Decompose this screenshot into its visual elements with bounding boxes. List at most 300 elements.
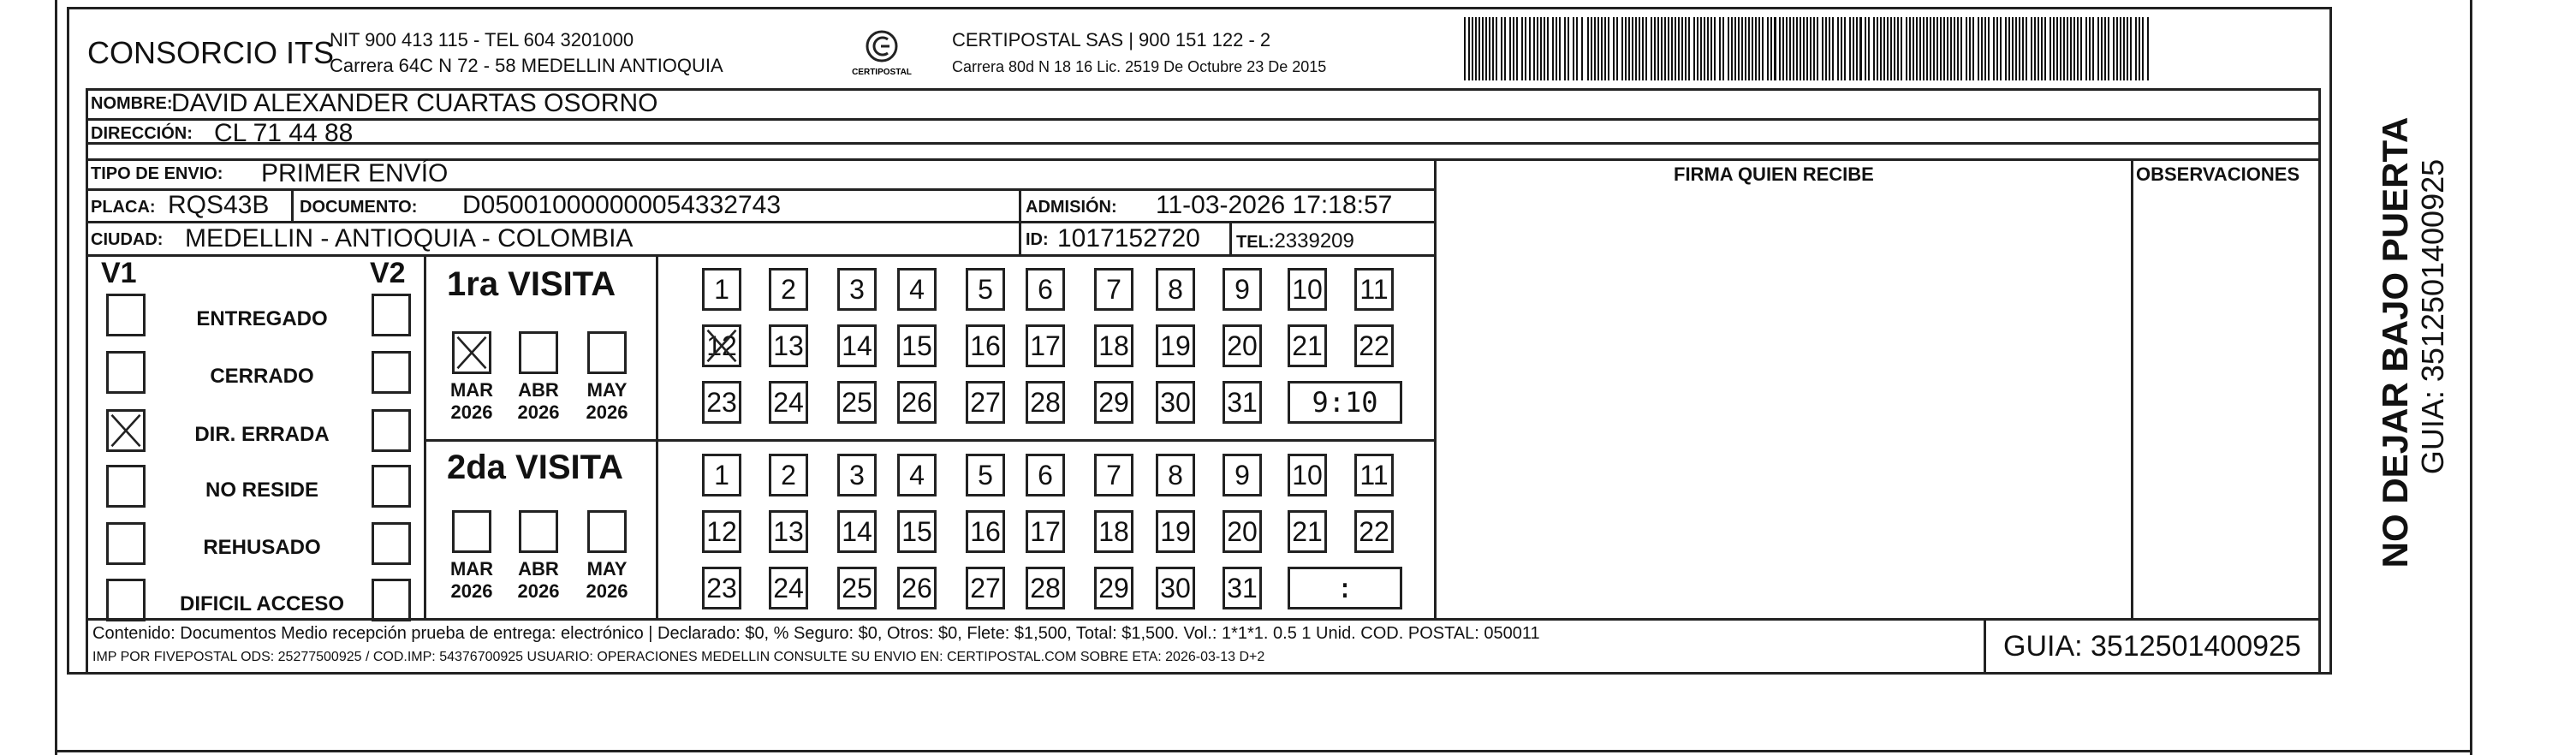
day-box[interactable]: 7 <box>1094 454 1133 496</box>
v1-checkbox[interactable] <box>106 351 146 394</box>
day-box[interactable]: 29 <box>1094 381 1133 424</box>
day-box[interactable]: 10 <box>1288 268 1327 311</box>
barcode-bar <box>1547 17 1549 80</box>
day-box[interactable]: 1 <box>702 268 741 311</box>
day-box[interactable]: 22 <box>1354 324 1394 367</box>
month-checkbox[interactable] <box>519 510 558 553</box>
barcode-bar <box>1822 17 1823 80</box>
barcode-bar <box>1923 17 1925 80</box>
barcode-bar <box>1601 17 1603 80</box>
barcode-bar <box>1710 17 1712 80</box>
month-label: ABR 2026 <box>517 558 560 602</box>
barcode-bar <box>1859 17 1862 80</box>
barcode-bar <box>1837 17 1839 80</box>
courier-name: CERTIPOSTAL SAS | 900 151 122 - 2 <box>952 29 1271 51</box>
day-box[interactable]: 16 <box>966 510 1005 553</box>
barcode-bar <box>2005 17 2007 80</box>
barcode-bar <box>1865 17 1866 80</box>
barcode-bar <box>1844 17 1846 80</box>
barcode-bar <box>1581 17 1583 80</box>
guia-box: GUIA: 3512501400925 <box>2003 630 2301 663</box>
barcode-bar <box>2073 17 2075 80</box>
day-box[interactable]: 5 <box>966 268 1005 311</box>
day-box[interactable]: 14 <box>837 510 877 553</box>
barcode-bar <box>1883 17 1885 80</box>
barcode-bar <box>1966 17 1967 80</box>
barcode-bar <box>1591 17 1592 80</box>
barcode-bar <box>1984 17 1986 80</box>
barcode-bar <box>1960 17 1962 80</box>
day-box[interactable]: 23 <box>702 567 741 609</box>
barcode-bar <box>1817 17 1818 80</box>
id-label: ID: <box>1026 230 1049 249</box>
month-checkbox[interactable] <box>452 331 491 374</box>
certipostal-logo <box>852 27 912 80</box>
firma-label: FIRMA QUIEN RECIBE <box>1674 163 1874 185</box>
barcode-bar <box>2000 17 2002 80</box>
day-box[interactable]: 18 <box>1094 510 1133 553</box>
barcode-bar <box>1501 17 1502 80</box>
day-box[interactable]: 12 <box>702 324 741 367</box>
v1-label: V1 <box>101 257 137 289</box>
day-box[interactable]: 31 <box>1223 381 1262 424</box>
barcode-bar <box>1993 17 1995 80</box>
barcode-bar <box>1916 17 1918 80</box>
barcode-bar <box>1657 17 1659 80</box>
day-box[interactable]: 14 <box>837 324 877 367</box>
first-visit-label: 1ra VISITA <box>447 265 616 303</box>
page-left-edge <box>55 0 57 755</box>
barcode-bar <box>1734 17 1736 80</box>
barcode-bar <box>1568 17 1569 80</box>
day-box[interactable]: 2 <box>769 268 808 311</box>
barcode-bar <box>1504 17 1506 80</box>
v2-checkbox[interactable] <box>372 522 411 565</box>
barcode-bar <box>1745 17 1746 80</box>
v1-checkbox[interactable] <box>106 294 146 336</box>
barcode-bar <box>1552 17 1554 80</box>
v1-checkbox[interactable] <box>106 409 146 452</box>
barcode-bar <box>2108 17 2109 80</box>
barcode-bar <box>1533 17 1535 80</box>
page-bottom-edge <box>55 750 2470 752</box>
company-nit: NIT 900 413 115 - TEL 604 3201000 <box>330 29 634 51</box>
day-box[interactable]: 26 <box>897 381 937 424</box>
v2-checkbox[interactable] <box>372 351 411 394</box>
month-checkbox[interactable] <box>452 510 491 553</box>
barcode-bar <box>2130 17 2132 80</box>
status-option-label: DIFICIL ACCESO <box>179 592 344 615</box>
barcode-bar <box>2077 17 2079 80</box>
barcode-bar <box>2008 17 2010 80</box>
barcode-bar <box>1639 17 1640 80</box>
day-box[interactable]: 6 <box>1026 454 1065 496</box>
barcode-bar <box>1832 17 1834 80</box>
day-box[interactable]: 3 <box>837 454 877 496</box>
barcode-bar <box>1853 17 1854 80</box>
barcode-bar <box>1779 17 1781 80</box>
barcode-bar <box>1597 17 1599 80</box>
check-mark-icon <box>705 327 739 365</box>
barcode-bar <box>1516 17 1518 80</box>
barcode-bar <box>1521 17 1523 80</box>
barcode-bar <box>2142 17 2144 80</box>
rule <box>424 254 426 618</box>
barcode-bar <box>2067 17 2068 80</box>
rule <box>86 142 2318 145</box>
rule <box>1434 158 1437 618</box>
barcode-bar <box>1628 17 1630 80</box>
barcode-bar <box>1789 17 1791 80</box>
barcode-bar <box>2022 17 2024 80</box>
barcode-bar <box>1873 17 1875 80</box>
barcode-bar <box>2070 17 2072 80</box>
barcode-bar <box>1810 17 1812 80</box>
barcode-bar <box>2080 17 2082 80</box>
tipo-envio-value: PRIMER ENVÍO <box>261 159 449 187</box>
barcode-bar <box>1930 17 1931 80</box>
rule <box>86 88 88 672</box>
ciudad-label: CIUDAD: <box>91 230 164 249</box>
day-box[interactable]: 30 <box>1156 567 1195 609</box>
day-box[interactable]: 18 <box>1094 324 1133 367</box>
barcode-bar <box>1472 17 1473 80</box>
time-box[interactable]: : <box>1288 567 1402 609</box>
barcode-bar <box>1478 17 1480 80</box>
month-label: MAR 2026 <box>449 379 494 423</box>
barcode-bar <box>1940 17 1942 80</box>
barcode-bar <box>2147 17 2149 80</box>
barcode-bar <box>1936 17 1938 80</box>
barcode-bar <box>2113 17 2115 80</box>
barcode-bar <box>1767 17 1769 80</box>
barcode-bar <box>1635 17 1637 80</box>
barcode-bar <box>1685 17 1687 80</box>
barcode-bar <box>1996 17 1998 80</box>
barcode-bar <box>1849 17 1851 80</box>
barcode-bar <box>1933 17 1935 80</box>
status-option-label: NO RESIDE <box>205 479 319 502</box>
barcode-bar <box>1803 17 1805 80</box>
barcode-bar <box>1697 17 1698 80</box>
barcode-bar <box>1489 17 1490 80</box>
day-box[interactable]: 13 <box>769 510 808 553</box>
barcode-bar <box>1587 17 1589 80</box>
day-box[interactable]: 19 <box>1156 510 1195 553</box>
barcode-bar <box>1793 17 1794 80</box>
barcode-bar <box>1616 17 1618 80</box>
day-box[interactable]: 25 <box>837 567 877 609</box>
barcode-bar <box>1728 17 1729 80</box>
barcode-bar <box>2034 17 2036 80</box>
day-box[interactable]: 27 <box>966 567 1005 609</box>
day-box[interactable]: 28 <box>1026 381 1065 424</box>
barcode-bar <box>2041 17 2043 80</box>
v1-checkbox[interactable] <box>106 579 146 621</box>
v2-checkbox[interactable] <box>372 465 411 508</box>
day-box[interactable]: 23 <box>702 381 741 424</box>
barcode-bar <box>1926 17 1928 80</box>
barcode-bar <box>1957 17 1959 80</box>
v2-checkbox[interactable] <box>372 294 411 336</box>
barcode-bar <box>1594 17 1596 80</box>
day-box[interactable]: 8 <box>1156 268 1195 311</box>
barcode-bar <box>1496 17 1497 80</box>
id-value: 1017152720 <box>1057 224 1200 253</box>
barcode-bar <box>1762 17 1764 80</box>
day-box[interactable]: 29 <box>1094 567 1133 609</box>
barcode-bar <box>1642 17 1644 80</box>
barcode-bar <box>1707 17 1709 80</box>
day-box[interactable]: 25 <box>837 381 877 424</box>
day-box[interactable]: 9 <box>1223 268 1262 311</box>
day-box[interactable]: 28 <box>1026 567 1065 609</box>
day-box[interactable]: 22 <box>1354 510 1394 553</box>
barcode-bar <box>2063 17 2065 80</box>
barcode-bar <box>1841 17 1842 80</box>
v2-checkbox[interactable] <box>372 579 411 621</box>
day-box[interactable]: 9 <box>1223 454 1262 496</box>
barcode-bar <box>1906 17 1907 80</box>
company-address: Carrera 64C N 72 - 58 MEDELLIN ANTIOQUIA <box>330 55 723 76</box>
barcode-bar <box>1678 17 1680 80</box>
rule <box>86 118 2318 121</box>
ciudad-value: MEDELLIN - ANTIOQUIA - COLOMBIA <box>185 224 634 253</box>
barcode-bar <box>1752 17 1753 80</box>
day-box[interactable]: 1 <box>702 454 741 496</box>
barcode-bar <box>1573 17 1574 80</box>
barcode-bar <box>1608 17 1609 80</box>
day-box[interactable]: 12 <box>702 510 741 553</box>
barcode-bar <box>1544 17 1545 80</box>
barcode-bar <box>1806 17 1808 80</box>
day-box[interactable]: 24 <box>769 567 808 609</box>
barcode-bar <box>1468 17 1470 80</box>
barcode-bar <box>2089 17 2091 80</box>
nombre-label: NOMBRE: <box>91 94 173 113</box>
barcode-bar <box>1731 17 1733 80</box>
barcode-bar <box>1877 17 1878 80</box>
barcode-bar <box>1786 17 1788 80</box>
logo-text: CERTIPOSTAL <box>852 68 912 77</box>
barcode-bar <box>1492 17 1494 80</box>
barcode-bar <box>1770 17 1772 80</box>
barcode-bar <box>2123 17 2125 80</box>
barcode <box>1464 17 2157 80</box>
barcode-bar <box>1969 17 1971 80</box>
barcode-bar <box>1919 17 1921 80</box>
barcode-bar <box>1576 17 1578 80</box>
barcode-bar <box>1464 17 1466 80</box>
observaciones-label: OBSERVACIONES <box>2136 163 2300 185</box>
barcode-bar <box>1897 17 1899 80</box>
rule <box>1229 221 1232 254</box>
barcode-bar <box>1475 17 1477 80</box>
barcode-bar <box>1704 17 1705 80</box>
company-name: CONSORCIO ITS <box>87 35 335 70</box>
day-box[interactable]: 17 <box>1026 510 1065 553</box>
barcode-bar <box>1741 17 1743 80</box>
day-box[interactable]: 10 <box>1288 454 1327 496</box>
barcode-bar <box>2044 17 2046 80</box>
v1-checkbox[interactable] <box>106 465 146 508</box>
rule <box>2318 88 2321 672</box>
day-box[interactable]: 20 <box>1223 324 1262 367</box>
barcode-bar <box>1880 17 1882 80</box>
day-box[interactable]: 11 <box>1354 268 1394 311</box>
barcode-bar <box>1719 17 1721 80</box>
day-box[interactable]: 7 <box>1094 268 1133 311</box>
barcode-bar <box>1621 17 1623 80</box>
barcode-bar <box>2085 17 2087 80</box>
barcode-bar <box>1825 17 1827 80</box>
barcode-bar <box>2060 17 2061 80</box>
barcode-bar <box>1755 17 1757 80</box>
rule <box>2131 158 2133 618</box>
day-box[interactable]: 2 <box>769 454 808 496</box>
barcode-bar <box>1661 17 1663 80</box>
barcode-bar <box>1909 17 1911 80</box>
day-box[interactable]: 31 <box>1223 567 1262 609</box>
barcode-bar <box>1675 17 1676 80</box>
barcode-bar <box>2097 17 2099 80</box>
check-mark-icon <box>109 412 143 449</box>
barcode-bar <box>2120 17 2121 80</box>
day-box[interactable]: 4 <box>897 454 937 496</box>
barcode-bar <box>1758 17 1760 80</box>
day-box[interactable]: 16 <box>966 324 1005 367</box>
barcode-bar <box>1485 17 1487 80</box>
day-box[interactable]: 27 <box>966 381 1005 424</box>
rule <box>291 188 294 221</box>
day-box[interactable]: 26 <box>897 567 937 609</box>
day-box[interactable]: 11 <box>1354 454 1394 496</box>
barcode-bar <box>1668 17 1669 80</box>
barcode-bar <box>1800 17 1801 80</box>
rule <box>1434 158 2318 161</box>
v2-checkbox[interactable] <box>372 409 411 452</box>
footer-content: Contenido: Documentos Medio recepción prueba de entrega: electrónico | Declarado: $0, % Seguro: $0, Otros: $0, Flete: $1,500, Total: $1,500. Vol.: 1*1*1. 0.5 1 Unid. COD. POSTAL: 050011 <box>92 624 1540 643</box>
tel-label: TEL:2339209 <box>1236 229 1354 253</box>
barcode-bar <box>2127 17 2128 80</box>
day-box[interactable]: 15 <box>897 510 937 553</box>
rule <box>86 254 1434 257</box>
month-checkbox[interactable] <box>587 331 627 374</box>
direccion-value: CL 71 44 88 <box>214 119 354 147</box>
barcode-bar <box>1537 17 1538 80</box>
day-box[interactable]: 6 <box>1026 268 1065 311</box>
barcode-bar <box>2101 17 2103 80</box>
barcode-bar <box>1700 17 1702 80</box>
day-box[interactable]: 19 <box>1156 324 1195 367</box>
day-box[interactable]: 5 <box>966 454 1005 496</box>
barcode-bar <box>2139 17 2140 80</box>
month-checkbox[interactable] <box>587 510 627 553</box>
nombre-value: DAVID ALEXANDER CUARTAS OSORNO <box>171 89 658 117</box>
barcode-bar <box>1651 17 1652 80</box>
admision-label: ADMISIÓN: <box>1026 198 1117 217</box>
barcode-bar <box>2092 17 2094 80</box>
barcode-bar <box>2056 17 2058 80</box>
admision-value: 11-03-2026 17:18:57 <box>1156 191 1393 219</box>
barcode-bar <box>2019 17 2020 80</box>
month-label: MAR 2026 <box>449 558 494 602</box>
barcode-bar <box>2015 17 2017 80</box>
barcode-bar <box>1887 17 1889 80</box>
barcode-bar <box>1559 17 1561 80</box>
barcode-bar <box>2053 17 2055 80</box>
day-box[interactable]: 4 <box>897 268 937 311</box>
side-guia: GUIA: 3512501400925 <box>2415 158 2450 475</box>
barcode-bar <box>1681 17 1683 80</box>
barcode-bar <box>1856 17 1858 80</box>
page-right-edge <box>2470 0 2472 755</box>
day-box[interactable]: 3 <box>837 268 877 311</box>
documento-value: D050010000000054332743 <box>462 191 782 219</box>
barcode-bar <box>1664 17 1666 80</box>
courier-license: Carrera 80d N 18 16 Lic. 2519 De Octubre 23 De 2015 <box>952 58 1327 75</box>
day-box[interactable]: 20 <box>1223 510 1262 553</box>
barcode-bar <box>1632 17 1633 80</box>
barcode-bar <box>1947 17 1948 80</box>
placa-value: RQS43B <box>168 191 270 219</box>
barcode-bar <box>1604 17 1606 80</box>
day-box[interactable]: 17 <box>1026 324 1065 367</box>
v1-checkbox[interactable] <box>106 522 146 565</box>
barcode-bar <box>1509 17 1511 80</box>
rule <box>86 672 2318 675</box>
barcode-bar <box>2104 17 2106 80</box>
barcode-bar <box>1693 17 1695 80</box>
time-box[interactable]: 9:10 <box>1288 381 1402 424</box>
barcode-bar <box>1954 17 1955 80</box>
day-box[interactable]: 21 <box>1288 324 1327 367</box>
day-box[interactable]: 24 <box>769 381 808 424</box>
month-label: MAY 2026 <box>586 379 628 423</box>
status-option-label: REHUSADO <box>203 536 321 559</box>
day-box[interactable]: 21 <box>1288 510 1327 553</box>
rule <box>1984 618 1986 672</box>
barcode-bar <box>1513 17 1514 80</box>
barcode-bar <box>1796 17 1798 80</box>
second-visit-label: 2da VISITA <box>447 449 623 486</box>
barcode-bar <box>1738 17 1740 80</box>
barcode-bar <box>1654 17 1656 80</box>
day-box[interactable]: 8 <box>1156 454 1195 496</box>
status-option-label: DIR. ERRADA <box>194 423 330 446</box>
documento-label: DOCUMENTO: <box>300 198 418 217</box>
day-box[interactable]: 15 <box>897 324 937 367</box>
day-box[interactable]: 30 <box>1156 381 1195 424</box>
barcode-bar <box>2049 17 2051 80</box>
barcode-bar <box>1671 17 1673 80</box>
status-option-label: ENTREGADO <box>196 307 328 330</box>
day-box[interactable]: 13 <box>769 324 808 367</box>
status-option-label: CERRADO <box>210 365 314 388</box>
rule <box>656 254 658 618</box>
barcode-bar <box>1688 17 1690 80</box>
barcode-bar <box>1529 17 1531 80</box>
rule <box>424 439 1434 442</box>
barcode-bar <box>2135 17 2137 80</box>
month-label: ABR 2026 <box>517 379 560 423</box>
month-checkbox[interactable] <box>519 331 558 374</box>
barcode-bar <box>1988 17 1990 80</box>
no-dejar-bajo-puerta: NO DEJAR BAJO PUERTA <box>2375 116 2415 568</box>
barcode-bar <box>1774 17 1776 80</box>
barcode-bar <box>1978 17 1979 80</box>
direccion-label: DIRECCIÓN: <box>91 124 193 143</box>
